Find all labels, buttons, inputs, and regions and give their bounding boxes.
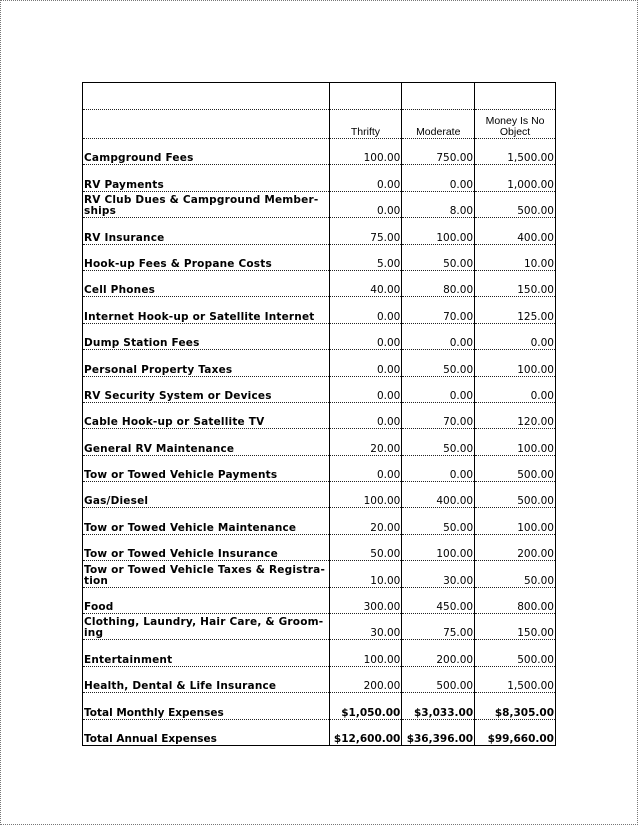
expense-label: RV Club Dues & Campground Member-ships (83, 191, 330, 217)
expense-row (83, 587, 556, 613)
expense-row (83, 191, 556, 217)
expense-value: 0.00 (475, 376, 556, 402)
expense-value: 0.00 (329, 297, 402, 323)
expense-row (83, 402, 556, 428)
expense-label: Entertainment (83, 640, 330, 666)
expense-value: 200.00 (329, 666, 402, 692)
expense-value: 500.00 (475, 482, 556, 508)
expense-value: 30.00 (329, 614, 402, 640)
expense-row (83, 244, 556, 270)
column-header-thrifty: Thrifty (329, 110, 402, 139)
expense-label: Cell Phones (83, 270, 330, 296)
expense-row (83, 139, 556, 165)
expense-value: 20.00 (329, 429, 402, 455)
expense-row (83, 455, 556, 481)
expense-row (83, 165, 556, 191)
expense-label: Cable Hook-up or Satellite TV (83, 402, 330, 428)
expense-value: 8.00 (402, 191, 475, 217)
expense-value: 100.00 (475, 508, 556, 534)
expense-label: RV Insurance (83, 218, 330, 244)
expense-value: 100.00 (329, 139, 402, 165)
expense-label: Internet Hook-up or Satellite Internet (83, 297, 330, 323)
expense-value: 50.00 (329, 534, 402, 560)
expense-value: 125.00 (475, 297, 556, 323)
expense-value: 120.00 (475, 402, 556, 428)
expense-value: 150.00 (475, 270, 556, 296)
expense-row (83, 640, 556, 666)
expense-value: 50.00 (402, 350, 475, 376)
blank-cell (402, 83, 475, 110)
expense-value: 400.00 (475, 218, 556, 244)
rv-budget-table (82, 82, 556, 746)
expense-value: 500.00 (475, 191, 556, 217)
expense-value: 10.00 (329, 561, 402, 587)
expense-label: Gas/Diesel (83, 482, 330, 508)
expense-value: 500.00 (475, 455, 556, 481)
expense-value: 50.00 (475, 561, 556, 587)
header-row (83, 110, 556, 139)
expense-value: 50.00 (402, 429, 475, 455)
expense-value: 500.00 (402, 666, 475, 692)
column-header-moderate: Moderate (402, 110, 475, 139)
expense-value: 0.00 (329, 165, 402, 191)
blank-row (83, 83, 556, 110)
expense-value: 0.00 (329, 323, 402, 349)
total-label: Total Annual Expenses (83, 719, 330, 745)
table-body (83, 83, 556, 746)
total-value: $99,660.00 (475, 719, 556, 745)
total-row (83, 719, 556, 745)
expense-label: Personal Property Taxes (83, 350, 330, 376)
expense-value: 750.00 (402, 139, 475, 165)
expense-value: 1,500.00 (475, 666, 556, 692)
total-value: $1,050.00 (329, 693, 402, 719)
expense-label: Campground Fees (83, 139, 330, 165)
expense-value: 1,500.00 (475, 139, 556, 165)
expense-label: RV Payments (83, 165, 330, 191)
expense-value: 75.00 (329, 218, 402, 244)
expense-value: 450.00 (402, 587, 475, 613)
expense-row (83, 666, 556, 692)
blank-cell (475, 83, 556, 110)
total-value: $36,396.00 (402, 719, 475, 745)
expense-value: 50.00 (402, 508, 475, 534)
expense-value: 0.00 (329, 402, 402, 428)
expense-value: 40.00 (329, 270, 402, 296)
expense-value: 500.00 (475, 640, 556, 666)
expense-value: 0.00 (475, 323, 556, 349)
expense-value: 100.00 (402, 534, 475, 560)
expense-label: Clothing, Laundry, Hair Care, & Groom-ing (83, 614, 330, 640)
expense-value: 0.00 (329, 376, 402, 402)
expense-value: 5.00 (329, 244, 402, 270)
expense-value: 200.00 (402, 640, 475, 666)
expense-value: 10.00 (475, 244, 556, 270)
expense-value: 0.00 (402, 323, 475, 349)
expense-value: 150.00 (475, 614, 556, 640)
expense-label: RV Security System or Devices (83, 376, 330, 402)
expense-value: 100.00 (329, 640, 402, 666)
expense-row (83, 323, 556, 349)
expense-row (83, 297, 556, 323)
expense-value: 0.00 (329, 350, 402, 376)
expense-value: 800.00 (475, 587, 556, 613)
total-value: $3,033.00 (402, 693, 475, 719)
expense-value: 1,000.00 (475, 165, 556, 191)
total-label: Total Monthly Expenses (83, 693, 330, 719)
expense-label: Tow or Towed Vehicle Insurance (83, 534, 330, 560)
expense-row (83, 561, 556, 587)
expense-row (83, 218, 556, 244)
expense-value: 50.00 (402, 244, 475, 270)
expense-row (83, 270, 556, 296)
expense-value: 100.00 (475, 429, 556, 455)
expense-value: 0.00 (329, 191, 402, 217)
expense-label: Tow or Towed Vehicle Payments (83, 455, 330, 481)
expense-value: 300.00 (329, 587, 402, 613)
expense-value: 30.00 (402, 561, 475, 587)
expense-row (83, 376, 556, 402)
expense-value: 70.00 (402, 402, 475, 428)
expense-row (83, 350, 556, 376)
total-value: $12,600.00 (329, 719, 402, 745)
expense-label: Health, Dental & Life Insurance (83, 666, 330, 692)
expense-label: Tow or Towed Vehicle Maintenance (83, 508, 330, 534)
column-header-money-is-no-object: Money Is No Object (475, 110, 556, 139)
expense-label: Hook-up Fees & Propane Costs (83, 244, 330, 270)
expense-value: 200.00 (475, 534, 556, 560)
expense-label: General RV Maintenance (83, 429, 330, 455)
expense-value: 80.00 (402, 270, 475, 296)
header-label-cell (83, 110, 330, 139)
expense-row (83, 614, 556, 640)
expense-value: 20.00 (329, 508, 402, 534)
expense-value: 100.00 (329, 482, 402, 508)
expense-value: 0.00 (402, 165, 475, 191)
expense-value: 0.00 (402, 455, 475, 481)
expense-row (83, 482, 556, 508)
expense-value: 0.00 (329, 455, 402, 481)
expense-value: 400.00 (402, 482, 475, 508)
expense-value: 100.00 (475, 350, 556, 376)
expense-value: 70.00 (402, 297, 475, 323)
expense-value: 100.00 (402, 218, 475, 244)
expense-row (83, 534, 556, 560)
expense-label: Dump Station Fees (83, 323, 330, 349)
total-row (83, 693, 556, 719)
expense-label: Tow or Towed Vehicle Taxes & Registra-tion (83, 561, 330, 587)
expense-value: 0.00 (402, 376, 475, 402)
expense-row (83, 508, 556, 534)
expense-value: 75.00 (402, 614, 475, 640)
expense-row (83, 429, 556, 455)
blank-cell (83, 83, 330, 110)
total-value: $8,305.00 (475, 693, 556, 719)
blank-cell (329, 83, 402, 110)
expense-label: Food (83, 587, 330, 613)
